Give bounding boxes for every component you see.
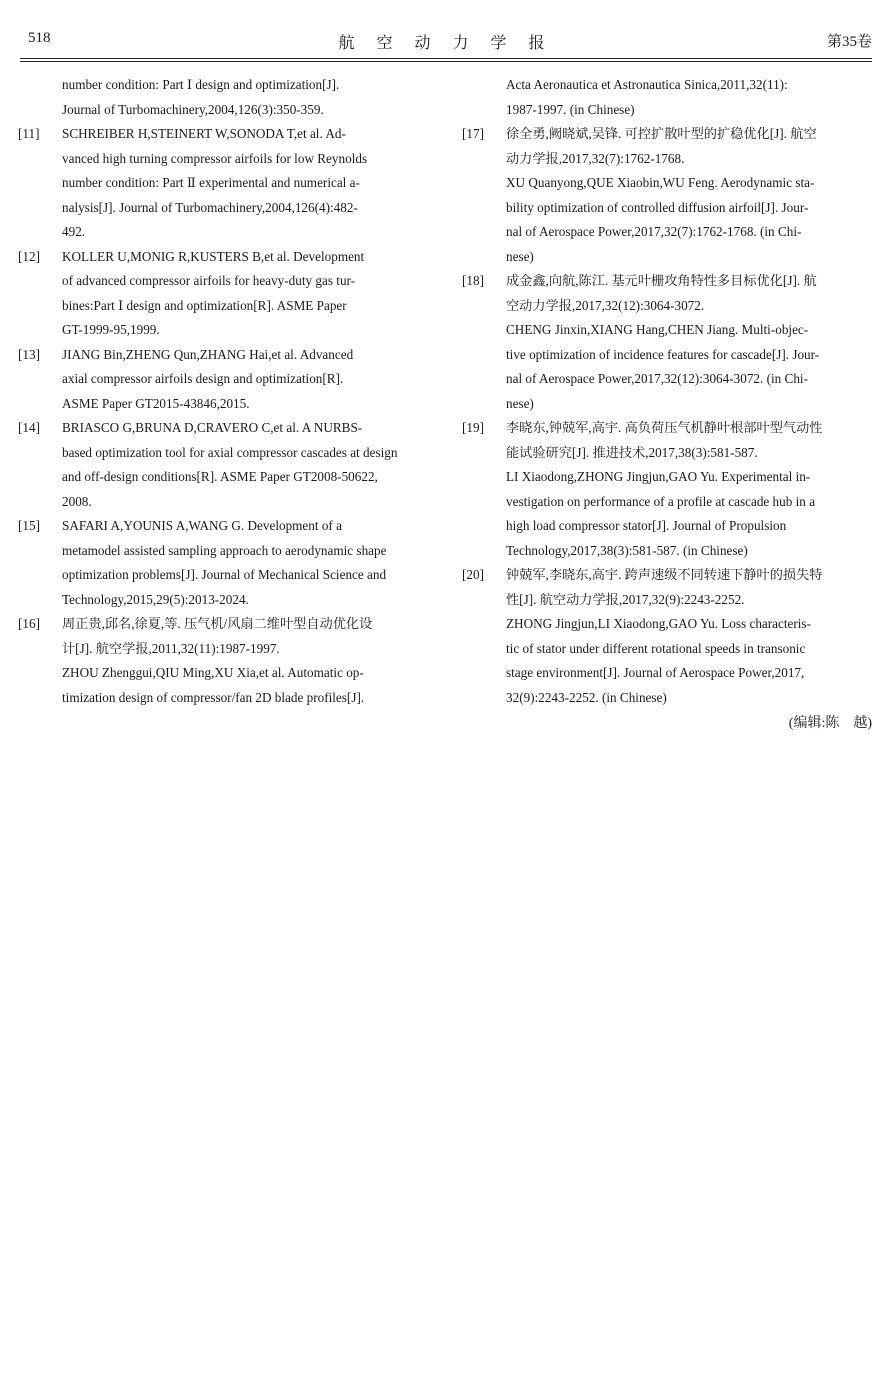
reference-entry <box>462 269 872 416</box>
reference-line: 周正贵,邱名,徐夏,等. 压气机/风扇二维叶型自动优化设 <box>62 616 373 631</box>
reference-number: [19] <box>462 420 484 435</box>
reference-number: [18] <box>462 273 484 288</box>
reference-line: bines:Part Ⅰ design and optimization[R]. ASME Paper <box>62 297 347 313</box>
reference-line: LI Xiaodong,ZHONG Jingjun,GAO Yu. Experimental in- <box>506 469 811 484</box>
reference-line: and off-design conditions[R]. ASME Paper GT2008-50622, <box>62 469 378 484</box>
reference-line: 钟兢军,李晓东,高宇. 跨声速级不同转速下静叶的损失特 <box>506 567 823 582</box>
page-number: 518 <box>28 30 51 46</box>
reference-number: [13] <box>18 346 40 362</box>
reference-line: of advanced compressor airfoils for heavy-duty gas tur- <box>62 273 356 288</box>
reference-line: 能试验研究[J]. 推进技术,2017,38(3):581-587. <box>506 444 758 460</box>
reference-entry <box>18 245 426 343</box>
reference-line: 成金鑫,向航,陈江. 基元叶栅攻角特性多目标优化[J]. 航 <box>506 273 817 288</box>
left-column <box>18 73 426 710</box>
reference-line: 空动力学报,2017,32(12):3064-3072. <box>506 297 705 313</box>
journal-title: 航 空 动 力 学 报 <box>338 35 554 52</box>
reference-line: nese) <box>506 395 534 411</box>
reference-number: [20] <box>462 567 484 582</box>
reference-line: Technology,2017,38(3):581-587. (in Chinese) <box>506 542 748 558</box>
reference-entry <box>18 514 426 612</box>
editor-note: (编辑:陈 越) <box>788 716 872 731</box>
reference-entry <box>18 122 426 245</box>
reference-line: KOLLER U,MONIG R,KUSTERS B,et al. Development <box>62 248 365 264</box>
reference-line: ASME Paper GT2015-43846,2015. <box>62 395 250 411</box>
reference-line: timization design of compressor/fan 2D blade profiles[J]. <box>62 689 365 705</box>
reference-line: vestigation on performance of a profile at cascade hub in a <box>506 493 816 509</box>
reference-line: number condition: Part Ⅰ design and optimization[J]. <box>62 77 340 92</box>
reference-line: 492. <box>62 224 86 239</box>
reference-line: JIANG Bin,ZHENG Qun,ZHANG Hai,et al. Advanced <box>62 346 354 362</box>
reference-line: tic of stator under different rotational speeds in transonic <box>506 640 806 656</box>
right-column <box>462 73 872 710</box>
reference-entry <box>462 416 872 563</box>
reference-line: nalysis[J]. Journal of Turbomachinery,2004,126(4):482- <box>62 199 358 215</box>
reference-line: 徐全勇,阙晓斌,吴锋. 可控扩散叶型的扩稳优化[J]. 航空 <box>506 126 817 141</box>
reference-line: ZHONG Jingjun,LI Xiaodong,GAO Yu. Loss characteris- <box>506 616 811 631</box>
reference-number: [17] <box>462 126 484 141</box>
reference-line: number condition: Part Ⅱ experimental and numerical a- <box>62 175 360 190</box>
reference-line: nal of Aerospace Power,2017,32(12):3064-3072. (in Chi- <box>506 371 808 386</box>
reference-line: 计[J]. 航空学报,2011,32(11):1987-1997. <box>62 640 280 656</box>
reference-number: [16] <box>18 616 40 631</box>
reference-line: BRIASCO G,BRUNA D,CRAVERO C,et al. A NURBS- <box>62 420 363 435</box>
reference-line: optimization problems[J]. Journal of Mechanical Science and <box>62 567 387 582</box>
reference-number: [12] <box>18 248 40 264</box>
reference-line: high load compressor stator[J]. Journal of Propulsion <box>506 518 787 533</box>
reference-line: Journal of Turbomachinery,2004,126(3):350-359. <box>62 101 324 117</box>
reference-line: 动力学报,2017,32(7):1762-1768. <box>506 150 685 166</box>
reference-entry <box>462 122 872 269</box>
reference-number: [15] <box>18 518 40 533</box>
reference-line: 性[J]. 航空动力学报,2017,32(9):2243-2252. <box>506 591 745 607</box>
reference-line: based optimization tool for axial compressor cascades at design <box>62 444 398 460</box>
header-rule-top <box>20 58 872 59</box>
reference-number: [11] <box>18 126 40 141</box>
reference-entry <box>18 416 426 514</box>
reference-entry <box>18 612 426 710</box>
reference-line: bility optimization of controlled diffusion airfoil[J]. Jour- <box>506 199 809 215</box>
reference-entry <box>462 73 872 122</box>
reference-entry <box>18 73 426 122</box>
reference-line: Technology,2015,29(5):2013-2024. <box>62 591 249 607</box>
reference-line: SCHREIBER H,STEINERT W,SONODA T,et al. Ad- <box>62 126 346 141</box>
header-rule-bottom <box>20 61 872 62</box>
reference-line: ZHOU Zhenggui,QIU Ming,XU Xia,et al. Automatic op- <box>62 665 364 680</box>
reference-line: SAFARI A,YOUNIS A,WANG G. Development of a <box>62 518 342 533</box>
reference-line: metamodel assisted sampling approach to aerodynamic shape <box>62 542 387 558</box>
reference-line: tive optimization of incidence features for cascade[J]. Jour- <box>506 346 820 362</box>
reference-line: nal of Aerospace Power,2017,32(7):1762-1768. (in Chi- <box>506 224 802 239</box>
reference-entry <box>462 563 872 710</box>
reference-line: CHENG Jinxin,XIANG Hang,CHEN Jiang. Multi-objec- <box>506 322 809 337</box>
reference-line: XU Quanyong,QUE Xiaobin,WU Feng. Aerodynamic sta- <box>506 175 815 190</box>
reference-line: axial compressor airfoils design and optimization[R]. <box>62 371 344 386</box>
reference-line: Acta Aeronautica et Astronautica Sinica,2011,32(11): <box>506 77 788 92</box>
reference-number: [14] <box>18 420 40 435</box>
page-header <box>20 28 872 54</box>
reference-line: stage environment[J]. Journal of Aerospace Power,2017, <box>506 665 805 680</box>
reference-line: 2008. <box>62 493 92 509</box>
reference-line: nese) <box>506 248 534 264</box>
reference-line: 1987-1997. (in Chinese) <box>506 101 635 117</box>
volume-label: 第35卷 <box>826 34 872 50</box>
reference-entry <box>18 343 426 417</box>
reference-line: GT-1999-95,1999. <box>62 322 160 337</box>
reference-line: vanced high turning compressor airfoils for low Reynolds <box>62 150 368 166</box>
reference-line: 32(9):2243-2252. (in Chinese) <box>506 689 667 705</box>
reference-line: 李晓东,钟兢军,高宇. 高负荷压气机静叶根部叶型气动性 <box>506 420 823 435</box>
